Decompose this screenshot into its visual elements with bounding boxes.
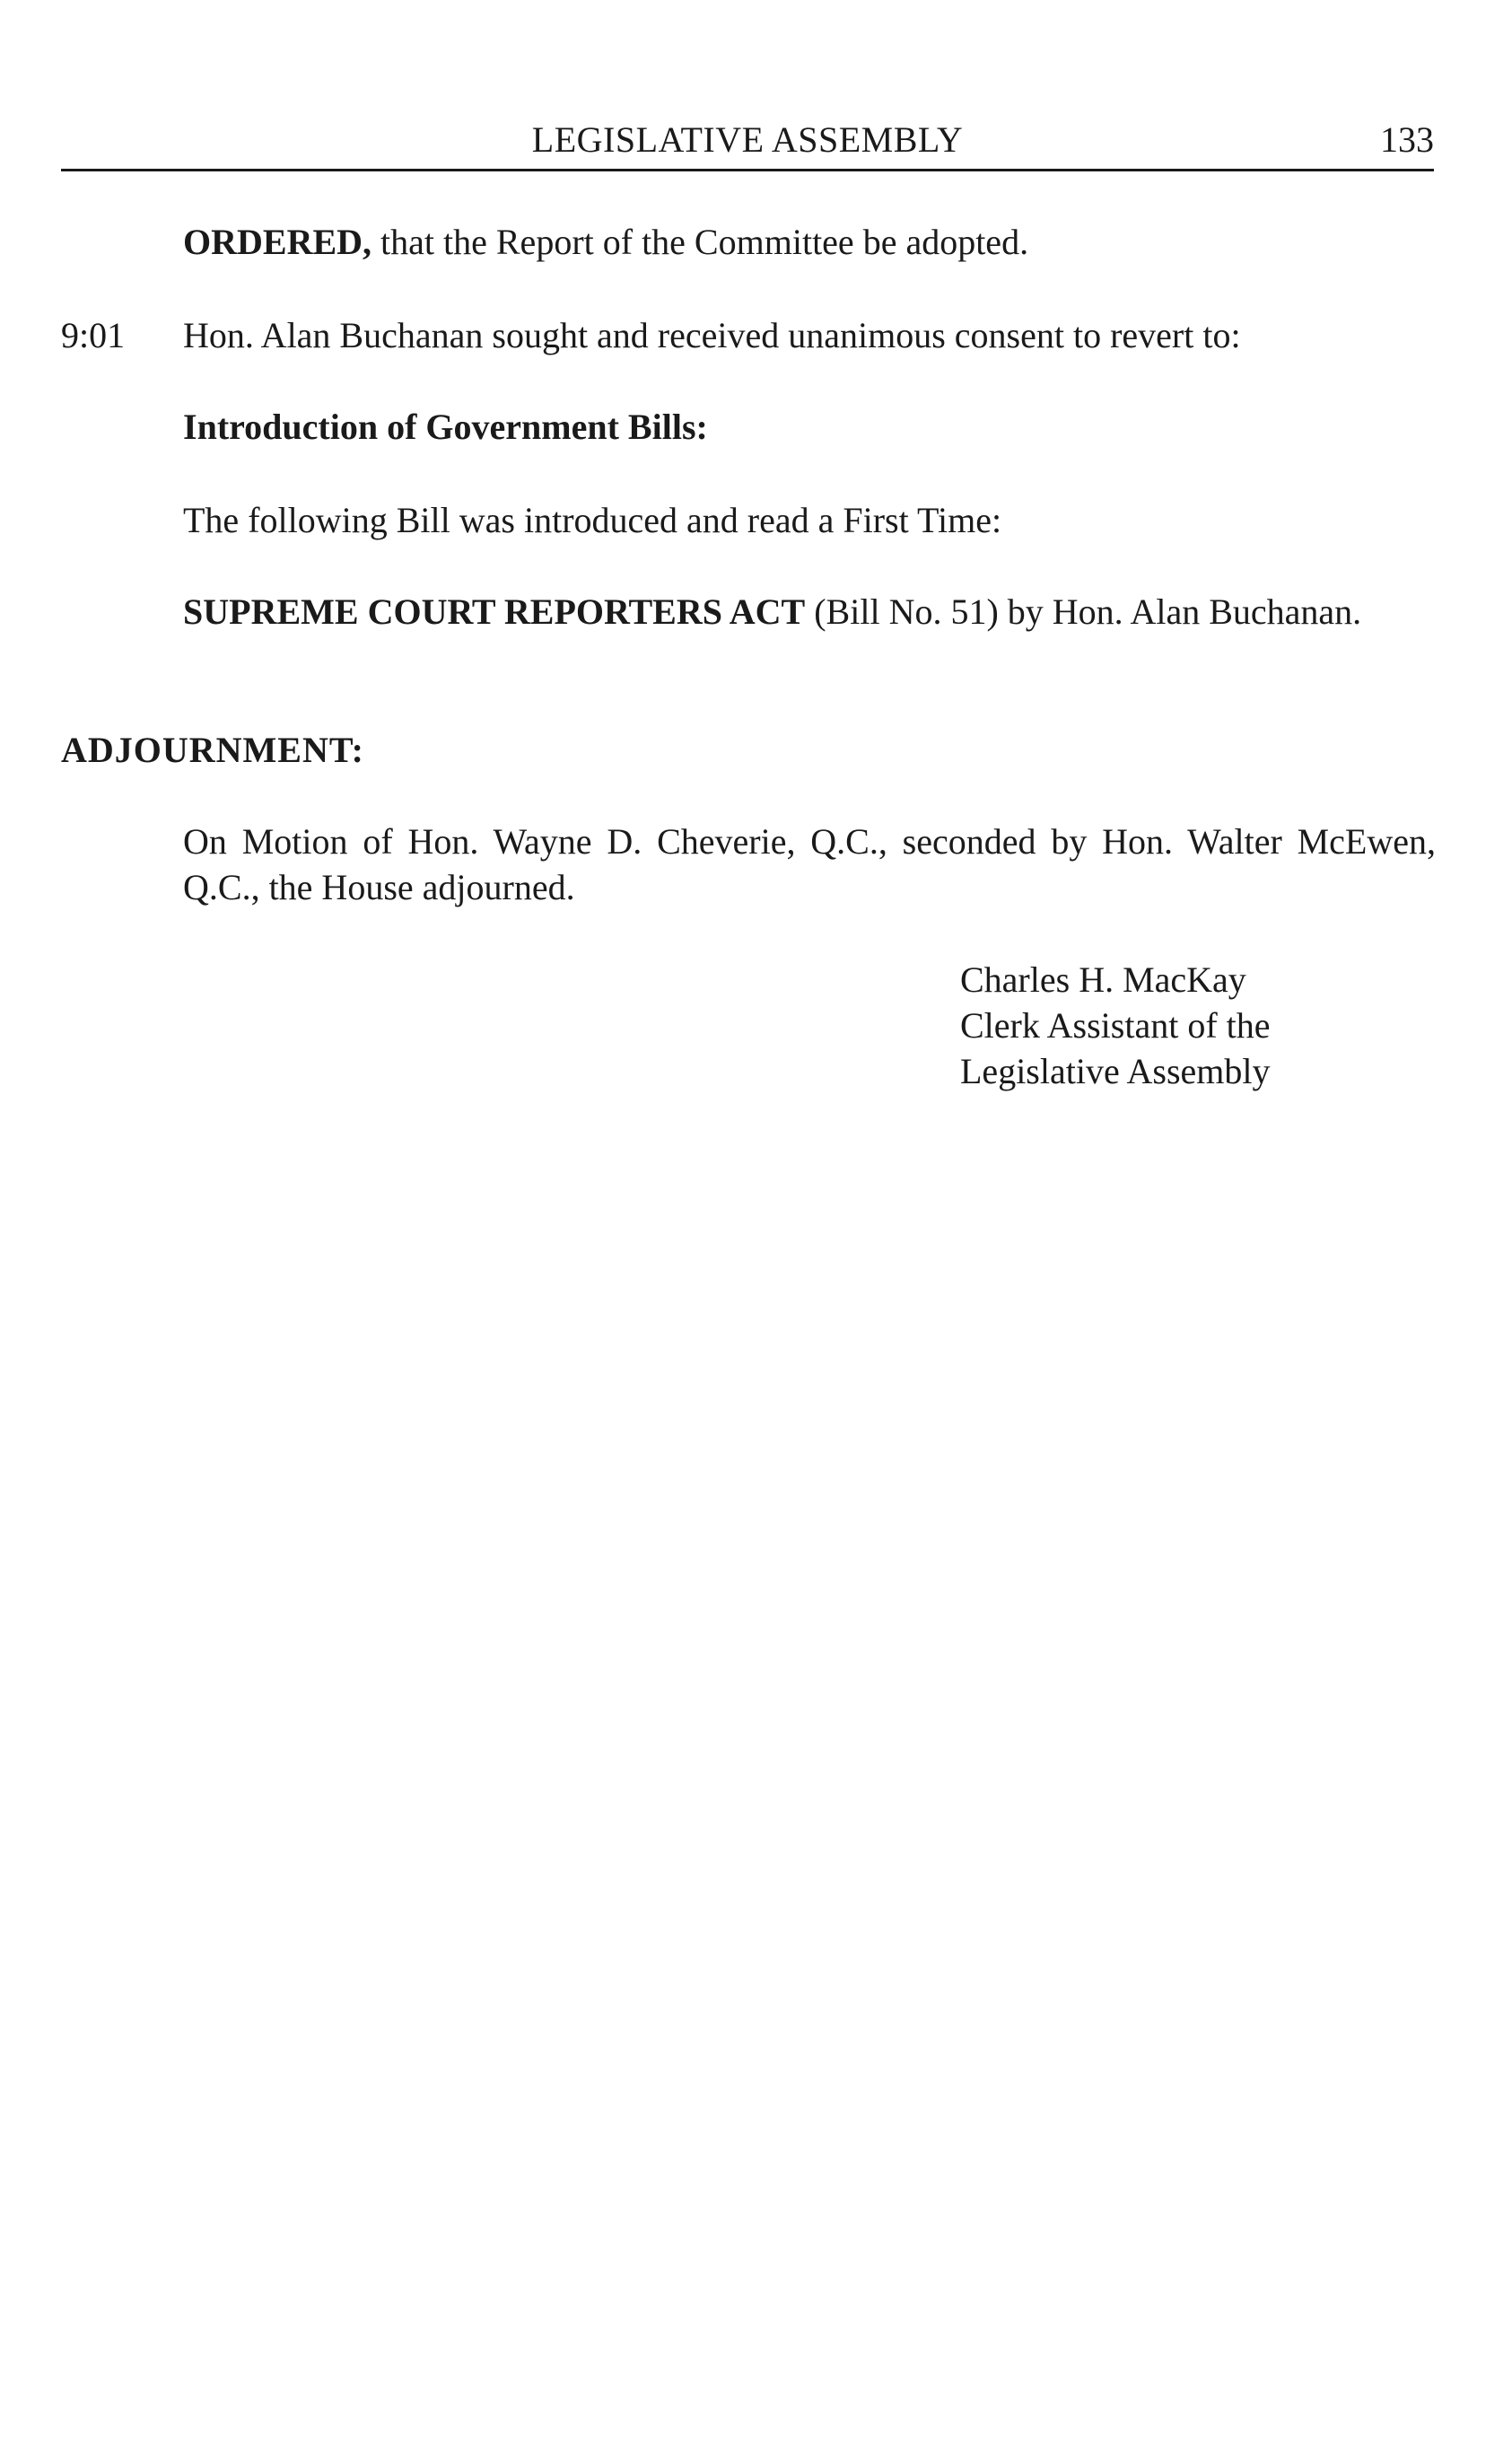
bill-details: (Bill No. 51) by Hon. Alan Buchanan. <box>805 591 1362 632</box>
running-head-title: LEGISLATIVE ASSEMBLY <box>531 119 964 160</box>
entry-text: Hon. Alan Buchanan sought and received unanimous consent to revert to: <box>183 315 1241 355</box>
signature-title-line1: Clerk Assistant of the <box>960 1005 1271 1046</box>
signature-block <box>960 957 1427 1094</box>
page-number: 133 <box>1380 119 1434 160</box>
header-rule <box>61 169 1434 171</box>
signature-title-line2: Legislative Assembly <box>960 1051 1271 1091</box>
adjournment-text: On Motion of Hon. Wayne D. Cheverie, Q.C., seconded by Hon. Walter McEwen, Q.C., the House adjourned. <box>183 821 1436 907</box>
bill-intro-text: The following Bill was introduced and read a First Time: <box>183 500 1002 540</box>
ordered-lead: ORDERED, <box>183 222 372 262</box>
bill-title: SUPREME COURT REPORTERS ACT <box>183 591 806 632</box>
bill-paragraph <box>183 589 1436 635</box>
ordered-paragraph <box>183 219 1436 265</box>
entry-time: 9:01 <box>61 315 126 355</box>
adjournment-heading: ADJOURNMENT: <box>61 730 364 770</box>
ordered-text: that the Report of the Committee be adopted. <box>371 222 1029 262</box>
signature-name: Charles H. MacKay <box>960 959 1246 1000</box>
running-head <box>61 117 1434 171</box>
intro-heading: Introduction of Government Bills: <box>183 407 708 447</box>
